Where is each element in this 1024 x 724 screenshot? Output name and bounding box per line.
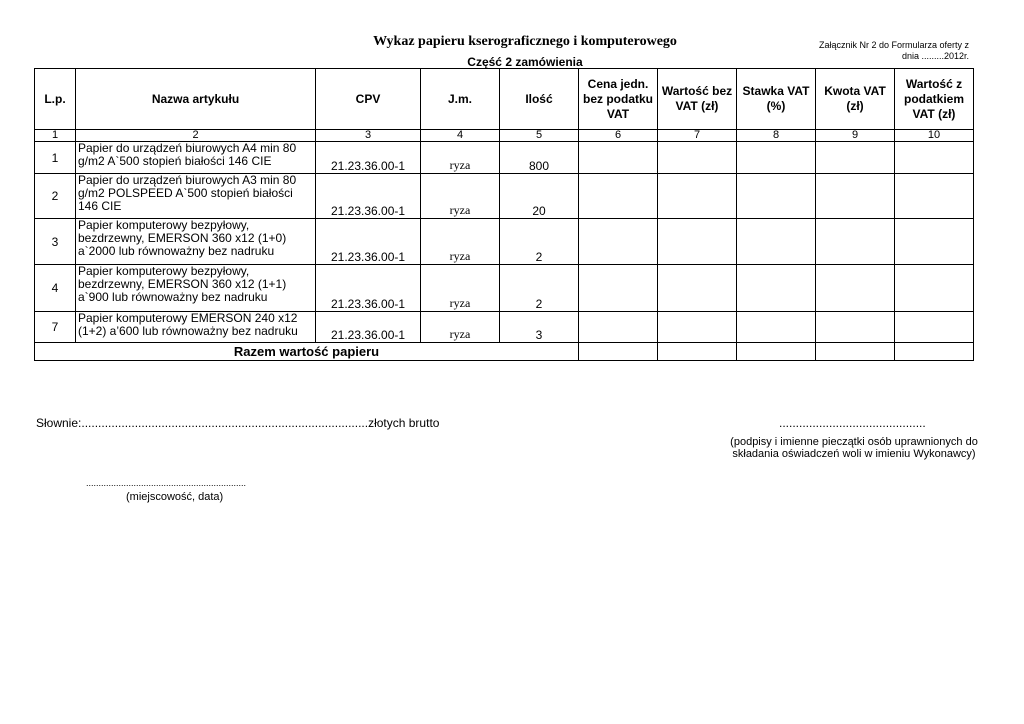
row-vat-amount-cell [816,219,895,265]
header-net-value: Wartość bez VAT (zł) [658,69,737,130]
total-unit-price-cell [579,343,658,361]
annex-note [819,40,969,62]
annex-line-2: dnia .........2012r. [901,51,969,61]
row-net-value-cell [658,312,737,343]
row-vat-amount-cell [816,312,895,343]
total-label: Razem wartość papieru [35,343,579,361]
header-qty: Ilość [500,69,579,130]
header-name: Nazwa artykułu [76,69,316,130]
table-row [35,219,974,265]
signature-line: ............................................ [779,416,926,430]
column-number: 4 [421,130,500,142]
table-header-row [35,69,974,130]
header-vat-rate: Stawka VAT (%) [737,69,816,130]
row-lp: 2 [35,174,76,219]
row-cpv: 21.23.36.00-1 [316,265,421,312]
place-date-line: ................................................................ [86,478,247,488]
row-unit: ryza [421,312,500,343]
header-vat-amount: Kwota VAT (zł) [816,69,895,130]
row-unit: ryza [421,174,500,219]
paper-list-table [34,68,974,361]
row-qty: 2 [500,219,579,265]
header-cpv: CPV [316,69,421,130]
row-qty: 2 [500,265,579,312]
row-net-value-cell [658,265,737,312]
row-vat-amount-cell [816,142,895,174]
row-unit-price-cell [579,174,658,219]
row-vat-amount-cell [816,265,895,312]
place-date-caption: (miejscowość, data) [126,491,224,503]
document-title: Wykaz papieru kserograficznego i komputerowego [373,34,677,49]
table-row [35,142,974,174]
table-row [35,312,974,343]
row-cpv: 21.23.36.00-1 [316,312,421,343]
row-item-name: Papier do urządzeń biurowych A3 min 80 g/m2 POLSPEED A`500 stopień białości 146 CIE [76,174,316,219]
row-net-value-cell [658,142,737,174]
column-number: 8 [737,130,816,142]
row-cpv: 21.23.36.00-1 [316,219,421,265]
table-row [35,174,974,219]
row-unit-price-cell [579,265,658,312]
row-net-value-cell [658,174,737,219]
row-vat-rate-cell [737,219,816,265]
header-jm: J.m. [421,69,500,130]
total-vat-amount-cell [816,343,895,361]
row-gross-value-cell [895,142,974,174]
row-unit-price-cell [579,312,658,343]
document-subtitle: Część 2 zamówienia [467,55,583,69]
column-number-row [35,130,974,142]
row-gross-value-cell [895,174,974,219]
row-qty: 800 [500,142,579,174]
row-item-name: Papier komputerowy bezpyłowy, bezdrzewny, EMERSON 360 x12 (1+0) a`2000 lub równoważny bez nadruku [76,219,316,265]
row-gross-value-cell [895,265,974,312]
row-vat-rate-cell [737,142,816,174]
header-unit-price: Cena jedn. bez podatku VAT [579,69,658,130]
row-cpv: 21.23.36.00-1 [316,142,421,174]
row-qty: 3 [500,312,579,343]
row-net-value-cell [658,219,737,265]
column-number: 10 [895,130,974,142]
column-number: 2 [76,130,316,142]
total-net-value-cell [658,343,737,361]
annex-line-1: Załącznik Nr 2 do Formularza oferty z [818,40,969,50]
total-vat-rate-cell [737,343,816,361]
column-number: 9 [816,130,895,142]
row-gross-value-cell [895,219,974,265]
column-number: 3 [316,130,421,142]
row-lp: 7 [35,312,76,343]
row-unit-price-cell [579,142,658,174]
total-row [35,343,974,361]
row-item-name: Papier komputerowy EMERSON 240 x12 (1+2) a’600 lub równoważny bez nadruku [76,312,316,343]
row-vat-amount-cell [816,174,895,219]
row-item-name: Papier komputerowy bezpyłowy, bezdrzewny, EMERSON 360 x12 (1+1) a`900 lub równoważny bez nadruku [76,265,316,312]
row-vat-rate-cell [737,265,816,312]
row-item-name: Papier do urządzeń biurowych A4 min 80 g/m2 A`500 stopień białości 146 CIE [76,142,316,174]
header-lp: L.p. [35,69,76,130]
row-unit: ryza [421,265,500,312]
row-qty: 20 [500,174,579,219]
header-gross-value: Wartość z podatkiem VAT (zł) [895,69,974,130]
total-gross-value-cell [895,343,974,361]
row-lp: 3 [35,219,76,265]
row-vat-rate-cell [737,174,816,219]
table-row [35,265,974,312]
row-lp: 1 [35,142,76,174]
signature-caption: (podpisy i imienne pieczątki osób uprawnionych do składania oświadczeń woli w imieniu Wykonawcy) [730,436,978,460]
column-number: 1 [35,130,76,142]
row-lp: 4 [35,265,76,312]
column-number: 5 [500,130,579,142]
amount-in-words-line: Słownie:......................................................................................złotych brutto [36,416,440,430]
row-gross-value-cell [895,312,974,343]
row-unit: ryza [421,219,500,265]
column-number: 7 [658,130,737,142]
row-cpv: 21.23.36.00-1 [316,174,421,219]
row-vat-rate-cell [737,312,816,343]
row-unit-price-cell [579,219,658,265]
column-number: 6 [579,130,658,142]
row-unit: ryza [421,142,500,174]
